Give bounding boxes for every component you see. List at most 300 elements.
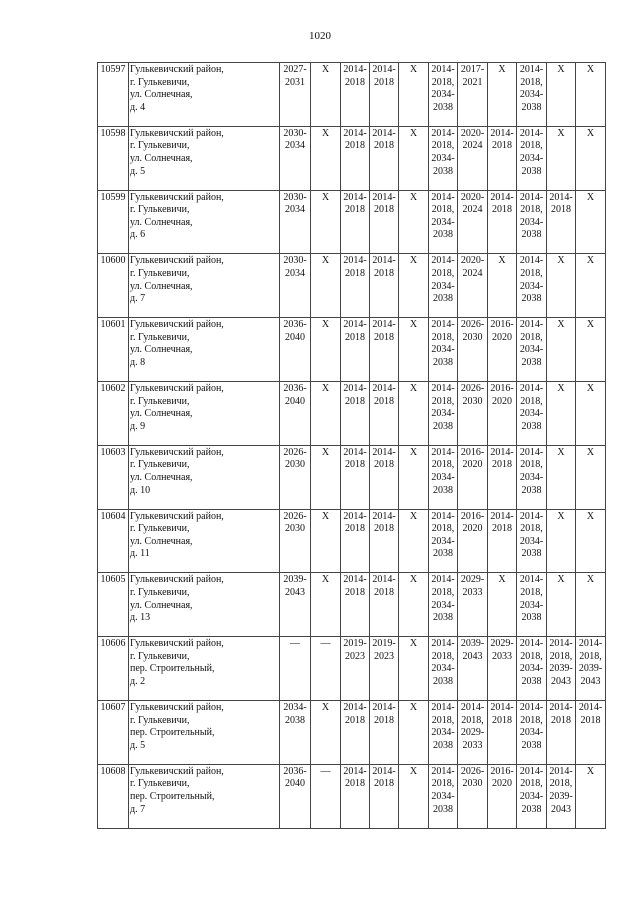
period-cell (488, 700, 517, 764)
period-line: 2034- (519, 152, 544, 164)
period-cell (517, 509, 547, 573)
period-cell (311, 254, 341, 318)
period-line: 2014- (431, 510, 455, 522)
period-line: 2014- (431, 638, 455, 650)
period-line: 2026- (283, 510, 307, 522)
period-line: 2018 (492, 459, 512, 471)
period-line: 2018, (520, 331, 543, 343)
period-line: 2016- (460, 510, 485, 522)
address-line: Гулькевичский район, (130, 382, 224, 394)
period-cell (576, 190, 606, 254)
period-cell (576, 637, 606, 701)
period-line: 2018, (520, 650, 543, 662)
period-line: X (586, 574, 595, 586)
address-line: г. Гулькевичи, (130, 650, 190, 662)
period-line: 2043 (462, 650, 483, 662)
period-line: 2018 (374, 586, 394, 598)
period-cell (311, 700, 341, 764)
period-line: — (320, 638, 331, 650)
row-number-cell: 10602 (98, 381, 129, 445)
period-line: 2014- (519, 446, 544, 458)
period-cell (576, 573, 606, 637)
address-line: ул. Солнечная, (130, 471, 193, 483)
period-line: 2014- (431, 64, 455, 75)
period-cell (576, 764, 606, 828)
period-cell (576, 381, 606, 445)
period-line: 2014- (519, 765, 544, 777)
period-line: 2034 (285, 267, 305, 279)
period-line: 2039- (578, 663, 603, 675)
period-line: 2040 (285, 778, 305, 790)
period-line: 2018 (345, 267, 365, 279)
period-line: 2014- (519, 255, 544, 267)
period-line: X (586, 191, 595, 203)
period-line: 2034- (431, 471, 455, 483)
period-line: X (557, 255, 565, 267)
period-cell (488, 445, 517, 509)
period-cell (311, 190, 341, 254)
period-line: X (409, 64, 418, 75)
period-line: 2014- (343, 127, 367, 139)
period-cell (488, 764, 517, 828)
period-line: 2038 (521, 356, 542, 368)
period-cell (311, 318, 341, 382)
period-line: 2014- (431, 446, 455, 458)
period-line: X (557, 319, 565, 331)
period-cell (576, 126, 606, 190)
period-cell (311, 764, 341, 828)
row-number-cell: 10607 (98, 700, 129, 764)
period-line: X (409, 382, 418, 394)
period-cell (547, 318, 576, 382)
period-line: X (409, 191, 418, 203)
period-line: 2014- (431, 127, 455, 139)
period-line: X (586, 127, 595, 139)
period-line: 2018 (345, 76, 365, 88)
period-cell (370, 126, 399, 190)
period-line: X (498, 255, 506, 267)
period-line: 2034- (519, 727, 544, 739)
period-cell (488, 126, 517, 190)
address-line: г. Гулькевичи, (130, 778, 190, 790)
period-line: 2038 (433, 484, 453, 496)
period-line: X (586, 382, 595, 394)
address-line: г. Гулькевичи, (130, 586, 190, 598)
address-cell (129, 318, 280, 382)
period-line: 2039- (549, 663, 573, 675)
period-line: 2038 (433, 420, 453, 432)
period-line: 2039- (460, 638, 485, 650)
period-cell (547, 445, 576, 509)
period-line: 2029- (460, 727, 485, 739)
period-cell (280, 764, 311, 828)
period-cell (280, 700, 311, 764)
period-cell (547, 764, 576, 828)
period-line: 2034- (431, 216, 455, 228)
period-line: 2018, (431, 76, 455, 88)
period-line: 2014- (431, 191, 455, 203)
period-line: 2026- (460, 765, 485, 777)
period-line: 2034- (519, 89, 544, 101)
address-line: ул. Солнечная, (130, 89, 193, 101)
period-line: 2036- (283, 382, 307, 394)
period-cell (341, 190, 370, 254)
period-line: 2038 (433, 739, 453, 751)
period-cell (311, 637, 341, 701)
period-cell (399, 700, 429, 764)
period-cell (458, 63, 488, 127)
address-line: г. Гулькевичи, (130, 714, 190, 726)
period-cell (399, 573, 429, 637)
period-cell (429, 254, 458, 318)
period-line: 2043 (551, 675, 571, 687)
period-line: 2018, (520, 714, 543, 726)
period-line: 2016- (490, 382, 514, 394)
page-number: 1020 (309, 30, 331, 42)
period-line: 2038 (521, 612, 542, 624)
period-line: 2020 (462, 523, 483, 535)
period-line: 2018, (520, 140, 543, 152)
row-number-cell: 10599 (98, 190, 129, 254)
address-line: Гулькевичский район, (130, 319, 224, 331)
period-line: 2014- (343, 701, 367, 713)
period-line: 2014- (372, 64, 396, 75)
period-cell (458, 573, 488, 637)
address-line: Гулькевичский район, (130, 510, 224, 522)
address-cell (129, 637, 280, 701)
period-cell (280, 190, 311, 254)
period-line: 2018, (431, 714, 455, 726)
period-line: X (586, 255, 595, 267)
address-line: Гулькевичский район, (130, 127, 224, 139)
period-line: 2023 (345, 650, 365, 662)
period-line: X (557, 64, 565, 75)
period-line: 2014- (372, 446, 396, 458)
period-cell (547, 254, 576, 318)
address-line: ул. Солнечная, (130, 599, 193, 611)
period-line: X (321, 127, 330, 139)
period-line: 2014- (578, 701, 603, 713)
period-line: 2018 (345, 395, 365, 407)
period-line: X (409, 446, 418, 458)
period-line: 2018 (374, 267, 394, 279)
period-line: X (557, 446, 565, 458)
period-line: 2018, (431, 331, 455, 343)
period-line: 2038 (521, 739, 542, 751)
period-line: X (557, 574, 565, 586)
period-line: 2018, (431, 459, 455, 471)
period-line: 2018 (374, 395, 394, 407)
address-line: Гулькевичский район, (130, 765, 224, 777)
period-line: 2014- (431, 319, 455, 331)
period-line: 2018, (431, 395, 455, 407)
table-row (98, 700, 606, 764)
period-line: 2034- (519, 216, 544, 228)
row-number-cell: 10605 (98, 573, 129, 637)
period-cell (488, 190, 517, 254)
address-line: пер. Строительный, (130, 727, 215, 739)
period-line: 2038 (521, 165, 542, 177)
period-line: 2014- (519, 701, 544, 713)
period-line: 2038 (433, 548, 453, 560)
period-line: 2038 (433, 675, 453, 687)
period-cell (576, 254, 606, 318)
address-line: г. Гулькевичи, (130, 395, 190, 407)
period-cell (517, 254, 547, 318)
period-line: 2014- (372, 510, 396, 522)
period-line: 2014- (372, 255, 396, 267)
period-line: 2014- (519, 574, 544, 586)
period-cell (547, 509, 576, 573)
address-line: г. Гулькевичи, (130, 331, 190, 343)
table-row (98, 63, 606, 127)
period-line: 2018, (549, 778, 573, 790)
table-row (98, 318, 606, 382)
period-cell (458, 318, 488, 382)
period-line: 2030- (283, 127, 307, 139)
period-cell (341, 573, 370, 637)
period-line: X (321, 446, 330, 458)
period-line: 2018 (374, 714, 394, 726)
period-cell (488, 509, 517, 573)
table-row (98, 381, 606, 445)
period-line: 2040 (285, 331, 305, 343)
period-cell (429, 318, 458, 382)
period-line: 2018 (345, 778, 365, 790)
period-line: 2014- (549, 765, 573, 777)
period-line: 2038 (521, 484, 542, 496)
period-cell (429, 381, 458, 445)
period-line: 2014- (519, 382, 544, 394)
period-cell (576, 63, 606, 127)
period-line: 2014- (431, 765, 455, 777)
address-cell (129, 254, 280, 318)
period-line: 2036- (283, 765, 307, 777)
period-line: 2023 (374, 650, 394, 662)
period-cell (311, 126, 341, 190)
address-line: д. 8 (130, 356, 146, 368)
period-line: 2014- (460, 701, 485, 713)
period-line: 2018, (431, 204, 455, 216)
address-cell (129, 190, 280, 254)
period-line: 2014- (343, 765, 367, 777)
period-line: 2034- (431, 663, 455, 675)
period-line: X (321, 255, 330, 267)
period-cell (488, 637, 517, 701)
address-line: Гулькевичский район, (130, 191, 224, 203)
period-line: 2018 (374, 204, 394, 216)
address-line: Гулькевичский район, (130, 701, 224, 713)
period-line: X (409, 638, 418, 650)
period-line: 2030 (285, 523, 305, 535)
period-line: 2034 (285, 140, 305, 152)
period-line: 2018, (431, 586, 455, 598)
period-line: 2018, (431, 267, 455, 279)
period-line: 2024 (462, 140, 483, 152)
period-line: 2018 (345, 523, 365, 535)
period-line: 2034- (431, 152, 455, 164)
period-line: 2034- (519, 535, 544, 547)
period-line: 2018 (551, 714, 571, 726)
period-line: 2020- (460, 127, 485, 139)
period-line: 2036- (283, 319, 307, 331)
period-cell (370, 509, 399, 573)
period-cell (547, 381, 576, 445)
period-cell (341, 700, 370, 764)
period-line: 2014- (372, 382, 396, 394)
period-cell (458, 126, 488, 190)
period-cell (370, 573, 399, 637)
period-line: 2018 (492, 523, 512, 535)
period-cell (311, 509, 341, 573)
period-line: 2020 (492, 395, 512, 407)
period-line: 2030- (283, 191, 307, 203)
period-line: 2014- (549, 638, 573, 650)
period-line: — (290, 638, 300, 650)
period-line: 2014- (519, 127, 544, 139)
period-line: 2018, (520, 778, 543, 790)
period-line: 2043 (551, 803, 571, 815)
period-line: 2018, (520, 76, 543, 88)
period-cell (429, 445, 458, 509)
period-line: 2014- (490, 446, 514, 458)
address-line: д. 4 (130, 101, 146, 113)
period-cell (341, 254, 370, 318)
period-cell (280, 254, 311, 318)
period-line: 2014- (372, 701, 396, 713)
period-cell (280, 445, 311, 509)
period-cell (399, 445, 429, 509)
address-line: Гулькевичский район, (130, 574, 224, 586)
period-cell (547, 126, 576, 190)
row-number-cell: 10604 (98, 509, 129, 573)
period-line: 2029- (490, 638, 514, 650)
period-cell (458, 700, 488, 764)
period-line: 2034- (519, 599, 544, 611)
period-line: 2020- (460, 255, 485, 267)
period-cell (429, 63, 458, 127)
period-line: 2014- (519, 638, 544, 650)
period-cell (311, 445, 341, 509)
period-line: 2017- (460, 64, 485, 75)
period-cell (341, 445, 370, 509)
period-line: 2018 (374, 331, 394, 343)
period-line: 2018 (374, 76, 394, 88)
address-line: г. Гулькевичи, (130, 267, 190, 279)
period-line: 2018 (374, 140, 394, 152)
period-line: 2038 (521, 420, 542, 432)
period-line: 2038 (521, 548, 542, 560)
period-line: 2029- (460, 574, 485, 586)
period-cell (280, 573, 311, 637)
period-cell (399, 126, 429, 190)
period-line: 2014- (343, 382, 367, 394)
period-cell (576, 700, 606, 764)
period-cell (280, 63, 311, 127)
period-line: 2016- (490, 319, 514, 331)
address-line: пер. Строительный, (130, 790, 215, 802)
period-line: X (409, 701, 418, 713)
period-cell (311, 573, 341, 637)
period-cell (429, 573, 458, 637)
period-line: 2034- (519, 663, 544, 675)
period-line: 2043 (285, 586, 305, 598)
period-line: 2033 (492, 650, 512, 662)
period-line: X (409, 319, 418, 331)
period-line: 2014- (343, 510, 367, 522)
address-line: д. 7 (130, 293, 146, 305)
period-line: 2014- (343, 255, 367, 267)
period-line: 2014- (372, 127, 396, 139)
period-line: 2034- (431, 344, 455, 356)
period-cell (370, 445, 399, 509)
period-line: 2014- (549, 191, 573, 203)
period-line: 2039- (283, 574, 307, 586)
period-line: X (321, 319, 330, 331)
address-line: д. 7 (130, 803, 146, 815)
table-row (98, 190, 606, 254)
period-cell (458, 254, 488, 318)
period-line: X (321, 701, 330, 713)
period-line: 2014- (372, 319, 396, 331)
period-line: 2034- (431, 599, 455, 611)
row-number-cell: 10598 (98, 126, 129, 190)
period-line: 2019- (372, 638, 396, 650)
address-line: д. 2 (130, 675, 146, 687)
period-line: 2034- (431, 280, 455, 292)
period-cell (399, 637, 429, 701)
period-line: 2038 (521, 803, 542, 815)
period-cell (458, 190, 488, 254)
period-line: 2018 (551, 204, 571, 216)
address-line: Гулькевичский район, (130, 64, 224, 75)
table-row (98, 509, 606, 573)
period-line: 2018, (520, 523, 543, 535)
period-cell (547, 700, 576, 764)
period-line: X (586, 765, 595, 777)
period-cell (280, 126, 311, 190)
period-line: 2018 (580, 714, 601, 726)
period-line: 2024 (462, 204, 483, 216)
period-cell (547, 63, 576, 127)
period-line: 2034- (431, 408, 455, 420)
period-line: 2014- (372, 574, 396, 586)
period-line: 2018 (345, 714, 365, 726)
period-cell (429, 509, 458, 573)
period-line: X (557, 510, 565, 522)
period-cell (341, 381, 370, 445)
period-cell (517, 573, 547, 637)
period-cell (547, 190, 576, 254)
period-cell (311, 63, 341, 127)
period-cell (341, 318, 370, 382)
period-line: 2038 (433, 229, 453, 241)
period-cell (429, 190, 458, 254)
period-line: 2038 (433, 101, 453, 113)
period-cell (341, 63, 370, 127)
period-cell (517, 63, 547, 127)
period-line: 2034 (285, 204, 305, 216)
period-line: 2038 (433, 293, 453, 305)
period-line: 2018 (374, 778, 394, 790)
period-line: 2034- (519, 344, 544, 356)
period-line: 2030- (283, 255, 307, 267)
period-cell (488, 63, 517, 127)
address-line: д. 5 (130, 165, 146, 177)
period-line: 2024 (462, 267, 483, 279)
period-line: 2018 (492, 714, 512, 726)
table-row (98, 126, 606, 190)
